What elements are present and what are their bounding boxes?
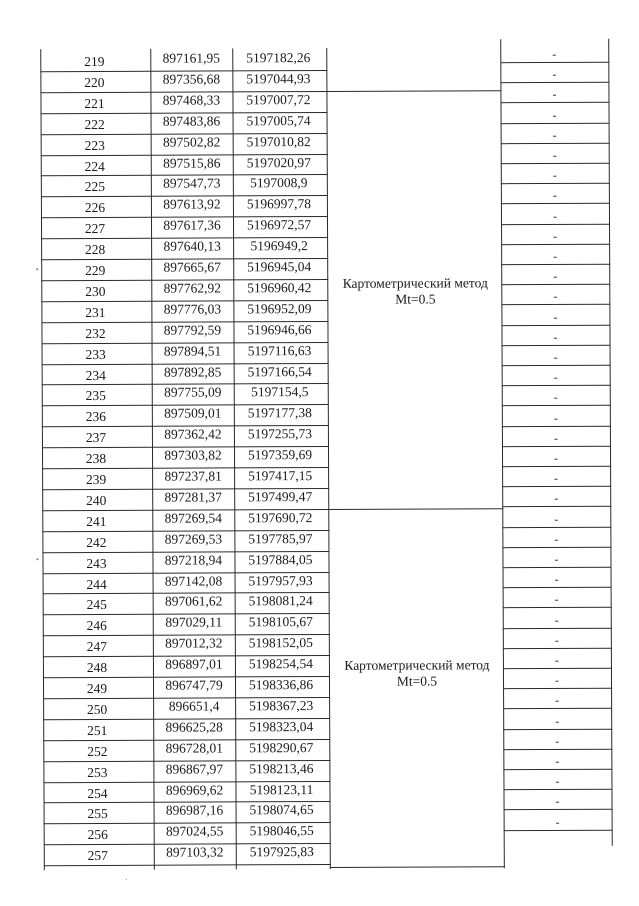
row-rule: [502, 506, 611, 507]
method-label: Картометрический метод: [342, 275, 488, 291]
row-rule: [501, 223, 610, 224]
row-rule: [502, 425, 611, 426]
coordinate-x: 897362,42: [164, 426, 222, 442]
point-number: 239: [85, 471, 107, 488]
coordinate-y: 5198074,65: [249, 802, 314, 818]
point-number: 242: [86, 534, 107, 550]
coordinate-x: 897547,73: [163, 175, 221, 192]
method-label-block-2: [331, 657, 503, 690]
coordinate-y: 5197884,05: [248, 551, 313, 567]
accuracy-dash: -: [555, 693, 560, 708]
row-rule: [502, 345, 611, 346]
row-rule: [502, 466, 611, 467]
coordinate-x: 897029,11: [165, 614, 223, 630]
coordinate-x: 897103,32: [166, 844, 224, 860]
coordinate-x: 896987,16: [165, 802, 224, 819]
accuracy-dash: -: [554, 592, 559, 607]
coordinate-y: 5198105,67: [248, 614, 313, 630]
coordinate-y: 5197359,69: [247, 447, 313, 463]
row-rule: [502, 405, 611, 406]
accuracy-dash: -: [554, 471, 559, 486]
accuracy-dash: -: [555, 753, 560, 768]
coordinate-y: 5196960,42: [247, 279, 312, 296]
coordinate-y: 5196972,57: [246, 217, 312, 233]
point-number: 253: [87, 764, 108, 780]
accuracy-dash: -: [555, 774, 560, 789]
coordinate-y: 5197925,83: [249, 844, 314, 860]
row-rule: [503, 708, 612, 709]
coordinate-y: 5197005,74: [246, 112, 311, 129]
row-rule: [502, 446, 611, 447]
method-label-block-1: [329, 275, 501, 308]
accuracy-dash: -: [553, 269, 558, 284]
coordinate-x: 897792,59: [163, 322, 222, 338]
point-number: 237: [85, 430, 107, 446]
point-number: 231: [85, 304, 106, 320]
coordinate-y: 5198323,04: [249, 718, 314, 735]
row-rule: [500, 82, 609, 83]
point-number: 222: [84, 116, 105, 132]
coordinate-y: 5198046,55: [249, 823, 314, 839]
row-rule: [501, 264, 610, 265]
point-number: 243: [86, 555, 107, 571]
point-number: 223: [84, 137, 105, 153]
row-rule: [502, 365, 611, 366]
accuracy-dash: -: [552, 87, 557, 102]
coordinate-x: 897061,62: [164, 593, 223, 610]
coordinate-x: 896728,01: [165, 740, 224, 756]
point-number: 227: [84, 221, 106, 237]
row-rule: [501, 284, 610, 285]
point-number: 247: [86, 639, 108, 655]
coordinate-y: 5198081,24: [248, 593, 313, 609]
row-rule: [503, 668, 612, 669]
coordinate-x: 897776,03: [163, 301, 222, 317]
coordinate-y: 5197182,26: [246, 50, 311, 66]
point-number: 241: [86, 513, 107, 529]
row-rule: [501, 122, 610, 123]
accuracy-dash: -: [552, 46, 557, 61]
coordinate-x: 897269,54: [164, 510, 223, 526]
point-number: 240: [86, 492, 107, 508]
coordinate-x: 896625,28: [165, 719, 223, 735]
coordinate-x: 897024,55: [165, 823, 224, 839]
accuracy-label: Mt=0.5: [395, 291, 436, 307]
coordinate-y: 5198336,86: [248, 677, 314, 693]
coordinate-y: 5197957,93: [248, 572, 313, 588]
row-rule: [502, 547, 611, 548]
point-number: 238: [85, 451, 107, 467]
accuracy-dash: -: [553, 430, 558, 445]
coordinate-y: 5197008,9: [250, 175, 308, 191]
row-rule: [501, 244, 610, 245]
accuracy-label: Mt=0.5: [396, 673, 438, 689]
coordinate-x: 897509,01: [164, 405, 222, 421]
row-rule: [44, 864, 331, 866]
coordinate-x: 897892,85: [163, 363, 222, 380]
coordinate-y: 5197010,82: [246, 133, 311, 149]
point-number: 219: [84, 53, 105, 70]
accuracy-dash: -: [552, 147, 557, 162]
row-rule: [503, 587, 612, 588]
accuracy-dash: -: [554, 612, 559, 627]
coordinate-x: 897483,86: [162, 113, 221, 129]
row-rule: [501, 203, 610, 204]
row-rule: [504, 829, 613, 830]
row-rule: [503, 627, 612, 628]
row-rule: [500, 102, 609, 103]
coordinate-x: 897281,37: [164, 489, 222, 505]
point-number: 256: [87, 827, 108, 843]
row-rule: [503, 567, 612, 568]
accuracy-dash: -: [554, 632, 559, 647]
coordinate-x: 897665,67: [163, 259, 221, 275]
accuracy-dash: -: [554, 572, 559, 587]
coordinate-x: 896747,79: [165, 677, 223, 693]
point-number: 229: [85, 262, 106, 279]
coordinate-y: 5196945,04: [247, 259, 312, 275]
coordinate-y: 5197154,5: [251, 384, 309, 400]
accuracy-dash: -: [555, 794, 560, 809]
coordinate-y: 5196952,09: [247, 300, 312, 317]
point-number: 225: [84, 179, 106, 195]
point-number: 220: [84, 74, 105, 90]
accuracy-dash: -: [552, 168, 557, 183]
accuracy-dash: -: [553, 410, 558, 425]
row-rule: [501, 324, 610, 325]
point-number: 232: [85, 325, 106, 341]
coordinate-y: 5197044,93: [246, 70, 311, 87]
merged-cell-divider: [328, 508, 503, 510]
accuracy-dash: -: [553, 248, 558, 263]
accuracy-dash: -: [553, 370, 558, 385]
point-number: 244: [86, 576, 107, 592]
coordinate-x: 897356,68: [162, 71, 221, 87]
coordinate-y: 5196946,66: [247, 321, 312, 338]
point-number: 246: [86, 618, 107, 634]
row-rule: [502, 486, 611, 487]
coordinate-y: 5197255,73: [247, 426, 313, 442]
point-number: 224: [84, 158, 105, 174]
scan-speck: [126, 879, 127, 880]
row-rule: [501, 163, 610, 164]
accuracy-dash: -: [553, 289, 558, 304]
coordinate-x: 897012,32: [165, 635, 223, 651]
coordinate-x: 896969,62: [165, 781, 224, 798]
accuracy-dash: -: [553, 329, 558, 344]
accuracy-dash: -: [552, 107, 557, 122]
row-rule: [503, 789, 612, 790]
coordinate-x: 897468,33: [162, 92, 221, 108]
point-number: 245: [86, 597, 107, 613]
coordinate-y: 5197020,97: [246, 154, 311, 170]
row-rule: [503, 607, 612, 608]
accuracy-dash: -: [552, 127, 557, 142]
accuracy-dash: -: [554, 673, 560, 688]
coordinate-y: 5197417,15: [248, 468, 313, 484]
row-rule: [503, 648, 612, 649]
coordinate-y: 5198152,05: [248, 635, 313, 651]
accuracy-dash: -: [552, 67, 557, 82]
point-number: 235: [85, 388, 106, 404]
coordinate-x: 897502,82: [162, 134, 221, 150]
point-number: 248: [86, 660, 108, 676]
coordinate-x: 897640,13: [163, 238, 221, 254]
point-number: 257: [87, 848, 108, 864]
accuracy-dash: -: [553, 390, 558, 405]
point-number: 230: [85, 283, 106, 299]
coordinate-y: 5197007,72: [246, 91, 311, 108]
accuracy-dash: -: [552, 188, 557, 203]
coordinate-x: 897613,92: [163, 196, 221, 212]
row-rule: [503, 688, 612, 689]
scan-speck: [36, 558, 38, 560]
point-number: 228: [84, 242, 106, 258]
accuracy-dash: -: [554, 551, 559, 566]
row-rule: [504, 809, 613, 810]
accuracy-dash: -: [554, 511, 559, 526]
point-number: 250: [86, 701, 108, 717]
coordinate-x: 897762,92: [163, 280, 222, 296]
point-number: 249: [86, 680, 108, 697]
coordinate-x: 897269,53: [164, 531, 223, 547]
row-rule: [503, 749, 612, 750]
coordinate-x: 897617,36: [163, 217, 221, 233]
coordinate-y: 5198290,67: [249, 739, 314, 755]
merged-cell-top: [326, 90, 501, 92]
point-number: 236: [85, 409, 107, 425]
row-rule: [502, 526, 611, 527]
coordinate-y: 5197166,54: [247, 363, 312, 379]
row-rule: [500, 62, 609, 63]
point-number: 234: [85, 367, 106, 383]
coordinate-x: 897755,09: [164, 384, 222, 401]
row-rule: [502, 385, 611, 386]
coordinate-y: 5198213,46: [249, 760, 314, 776]
coordinate-y: 5198254,54: [248, 656, 314, 672]
point-number: 221: [84, 95, 105, 111]
row-rule: [501, 304, 610, 305]
scan-speck: [36, 268, 38, 270]
accuracy-dash: -: [555, 713, 560, 728]
accuracy-dash: -: [553, 228, 558, 243]
accuracy-dash: -: [553, 349, 558, 364]
merged-cell-bottom: [330, 866, 505, 868]
point-number: 233: [85, 346, 106, 362]
accuracy-dash: -: [553, 309, 558, 324]
coordinate-y: 5196997,78: [246, 196, 312, 212]
accuracy-dash: -: [555, 733, 560, 748]
row-rule: [501, 143, 610, 144]
row-rule: [501, 183, 610, 184]
coordinate-y: 5197116,63: [247, 342, 312, 358]
coordinate-y: 5197499,47: [248, 488, 313, 505]
coordinate-x: 897142,08: [164, 572, 223, 589]
method-label: Картометрический метод: [344, 657, 490, 673]
point-number: 252: [87, 743, 108, 759]
coordinate-x: 897161,95: [162, 50, 221, 66]
coordinate-x: 897218,94: [164, 552, 223, 568]
accuracy-dash: -: [554, 491, 559, 506]
coordinate-x: 897237,81: [164, 468, 222, 484]
point-number: 226: [84, 200, 106, 216]
point-number: 254: [87, 785, 108, 801]
coordinate-y: 5196949,2: [250, 238, 308, 254]
coordinate-x: 897515,86: [163, 154, 221, 171]
accuracy-dash: -: [554, 531, 559, 546]
row-rule: [503, 769, 612, 770]
point-number: 255: [87, 806, 108, 822]
coordinate-y: 5198123,11: [249, 781, 314, 797]
row-rule: [503, 728, 612, 729]
coordinate-x: 897894,51: [163, 343, 222, 359]
accuracy-dash: -: [554, 652, 559, 667]
coordinate-x: 896867,97: [165, 761, 224, 777]
accuracy-dash: -: [554, 450, 559, 465]
coordinate-x: 897303,82: [164, 447, 222, 463]
accuracy-dash: -: [552, 208, 558, 223]
accuracy-dash: -: [555, 814, 560, 829]
coordinate-x: 896897,01: [165, 656, 223, 672]
coordinate-y: 5197785,97: [248, 530, 313, 547]
coordinate-y: 5198367,23: [249, 697, 314, 714]
point-number: 251: [87, 722, 108, 738]
coordinate-y: 5197690,72: [248, 509, 313, 526]
coordinate-x: 896651,4: [168, 698, 220, 714]
coordinate-y: 5197177,38: [247, 405, 312, 421]
